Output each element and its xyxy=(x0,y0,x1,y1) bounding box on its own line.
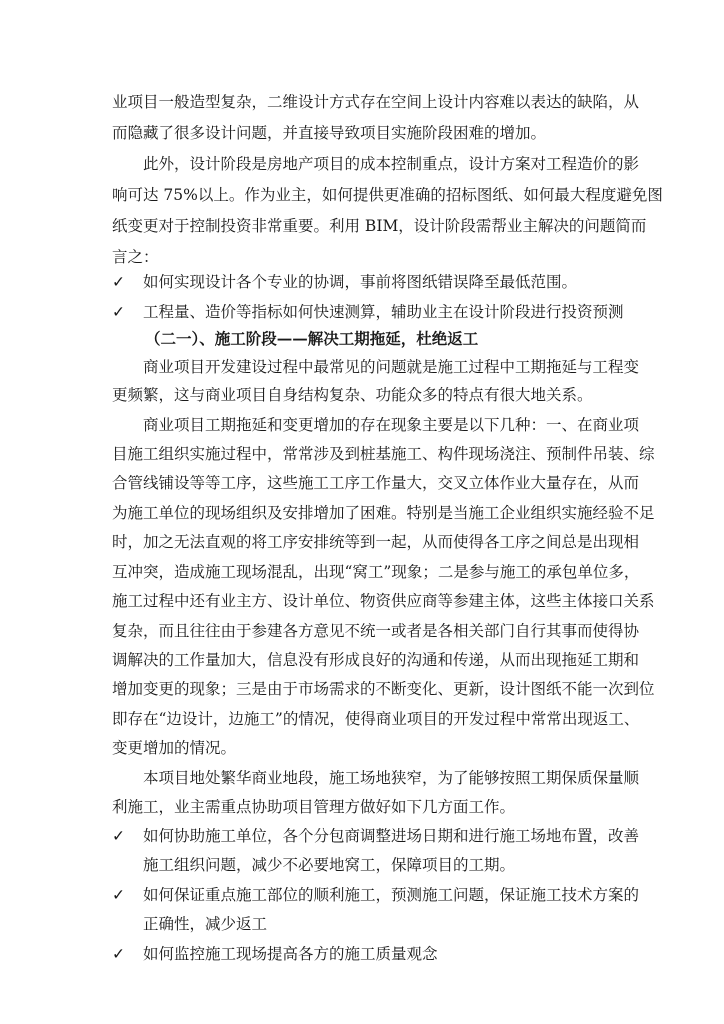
checklist-item xyxy=(112,302,624,322)
check-icon: ✓ xyxy=(112,303,125,321)
check-icon: ✓ xyxy=(112,945,125,963)
check-icon: ✓ xyxy=(112,886,125,904)
paragraph-line: 为施工单位的现场组织及安排增加了困难。特别是当施工企业组织实施经验不足 xyxy=(112,504,655,522)
paragraph-line: 而隐藏了很多设计问题，并直接导致项目实施阶段困难的增加。 xyxy=(112,124,547,142)
paragraph-line: 商业项目工期拖延和变更增加的存在现象主要是以下几种：一、在商业项 xyxy=(143,416,640,434)
checklist-item-text: 工程量、造价等指标如何快速测算，辅助业主在设计阶段进行投资预测 xyxy=(143,303,624,321)
paragraph-line: 更频繁，这与商业项目自身结构复杂、功能众多的特点有很大地关系。 xyxy=(112,386,593,404)
paragraph-line: 变更增加的情况。 xyxy=(112,739,237,757)
checklist-item-text: 如何实现设计各个专业的协调，事前将图纸错误降至最低范围。 xyxy=(143,273,578,291)
check-icon: ✓ xyxy=(112,273,125,291)
checklist-item-text: 如何协助施工单位，各个分包商调整进场日期和进行施工场地布置，改善 xyxy=(143,827,640,845)
checklist-item-continuation: 施工组织问题，减少不必要地窝工，保障项目的工期。 xyxy=(143,856,516,874)
paragraph-line: 复杂，而且往往由于参建各方意见不统一或者是各相关部门自行其事而使得协 xyxy=(112,622,640,640)
paragraph-line: 商业项目开发建设过程中最常见的问题就是施工过程中工期拖延与工程变 xyxy=(143,358,640,376)
checklist-item xyxy=(112,885,640,905)
checklist-item xyxy=(112,272,620,292)
checklist-item-continuation: 正确性，减少返工 xyxy=(143,915,268,933)
paragraph-line: 此外，设计阶段是房地产项目的成本控制重点，设计方案对工程造价的影 xyxy=(143,155,640,173)
paragraph-line: 目施工组织实施过程中，常常涉及到桩基施工、构件现场浇注、预制件吊装、综 xyxy=(112,445,655,463)
paragraph-line: 合管线铺设等等工序，这些施工工序工作量大，交叉立体作业大量存在，从而 xyxy=(112,474,640,492)
paragraph-line: 增加变更的现象；三是由于市场需求的不断变化、更新，设计图纸不能一次到位 xyxy=(112,680,655,698)
paragraph-line: 利施工，业主需重点协助项目管理方做好如下几方面工作。 xyxy=(112,798,516,816)
paragraph-line: 施工过程中还有业主方、设计单位、物资供应商等参建主体，这些主体接口关系 xyxy=(112,592,655,610)
paragraph-line: 本项目地处繁华商业地段，施工场地狭窄，为了能够按照工期保质保量顺 xyxy=(143,769,640,787)
paragraph-line: 业项目一般造型复杂，二维设计方式存在空间上设计内容难以表达的缺陷，从 xyxy=(112,93,640,111)
checklist-item-text: 如何保证重点施工部位的顺利施工，预测施工问题，保证施工技术方案的 xyxy=(143,886,640,904)
section-heading: （二一）、施工阶段——解决工期拖延，杜绝返工 xyxy=(145,329,479,348)
paragraph-line: 言之： xyxy=(112,248,159,266)
checklist-item-text: 如何监控施工现场提高各方的施工质量观念 xyxy=(143,945,438,963)
checklist-item xyxy=(112,826,640,846)
checklist-item xyxy=(112,944,620,964)
paragraph-line: 响可达 75%以上。作为业主，如何提供更准确的招标图纸、如何最大程度避免图 xyxy=(112,186,663,204)
check-icon: ✓ xyxy=(112,827,125,845)
paragraph-line: 纸变更对于控制投资非常重要。利用 BIM，设计阶段需帮业主解决的问题简而 xyxy=(112,217,647,235)
paragraph-line: 时，加之无法直观的将工序安排统等到一起，从而使得各工序之间总是出现相 xyxy=(112,533,640,551)
paragraph-line: 调解决的工作量加大，信息没有形成良好的沟通和传递，从而出现拖延工期和 xyxy=(112,651,640,669)
paragraph-line: 即存在“边设计，边施工”的情况，使得商业项目的开发过程中常常出现返工、 xyxy=(112,710,640,728)
paragraph-line: 互冲突，造成施工现场混乱，出现“窝工”现象；二是参与施工的承包单位多， xyxy=(112,563,640,581)
